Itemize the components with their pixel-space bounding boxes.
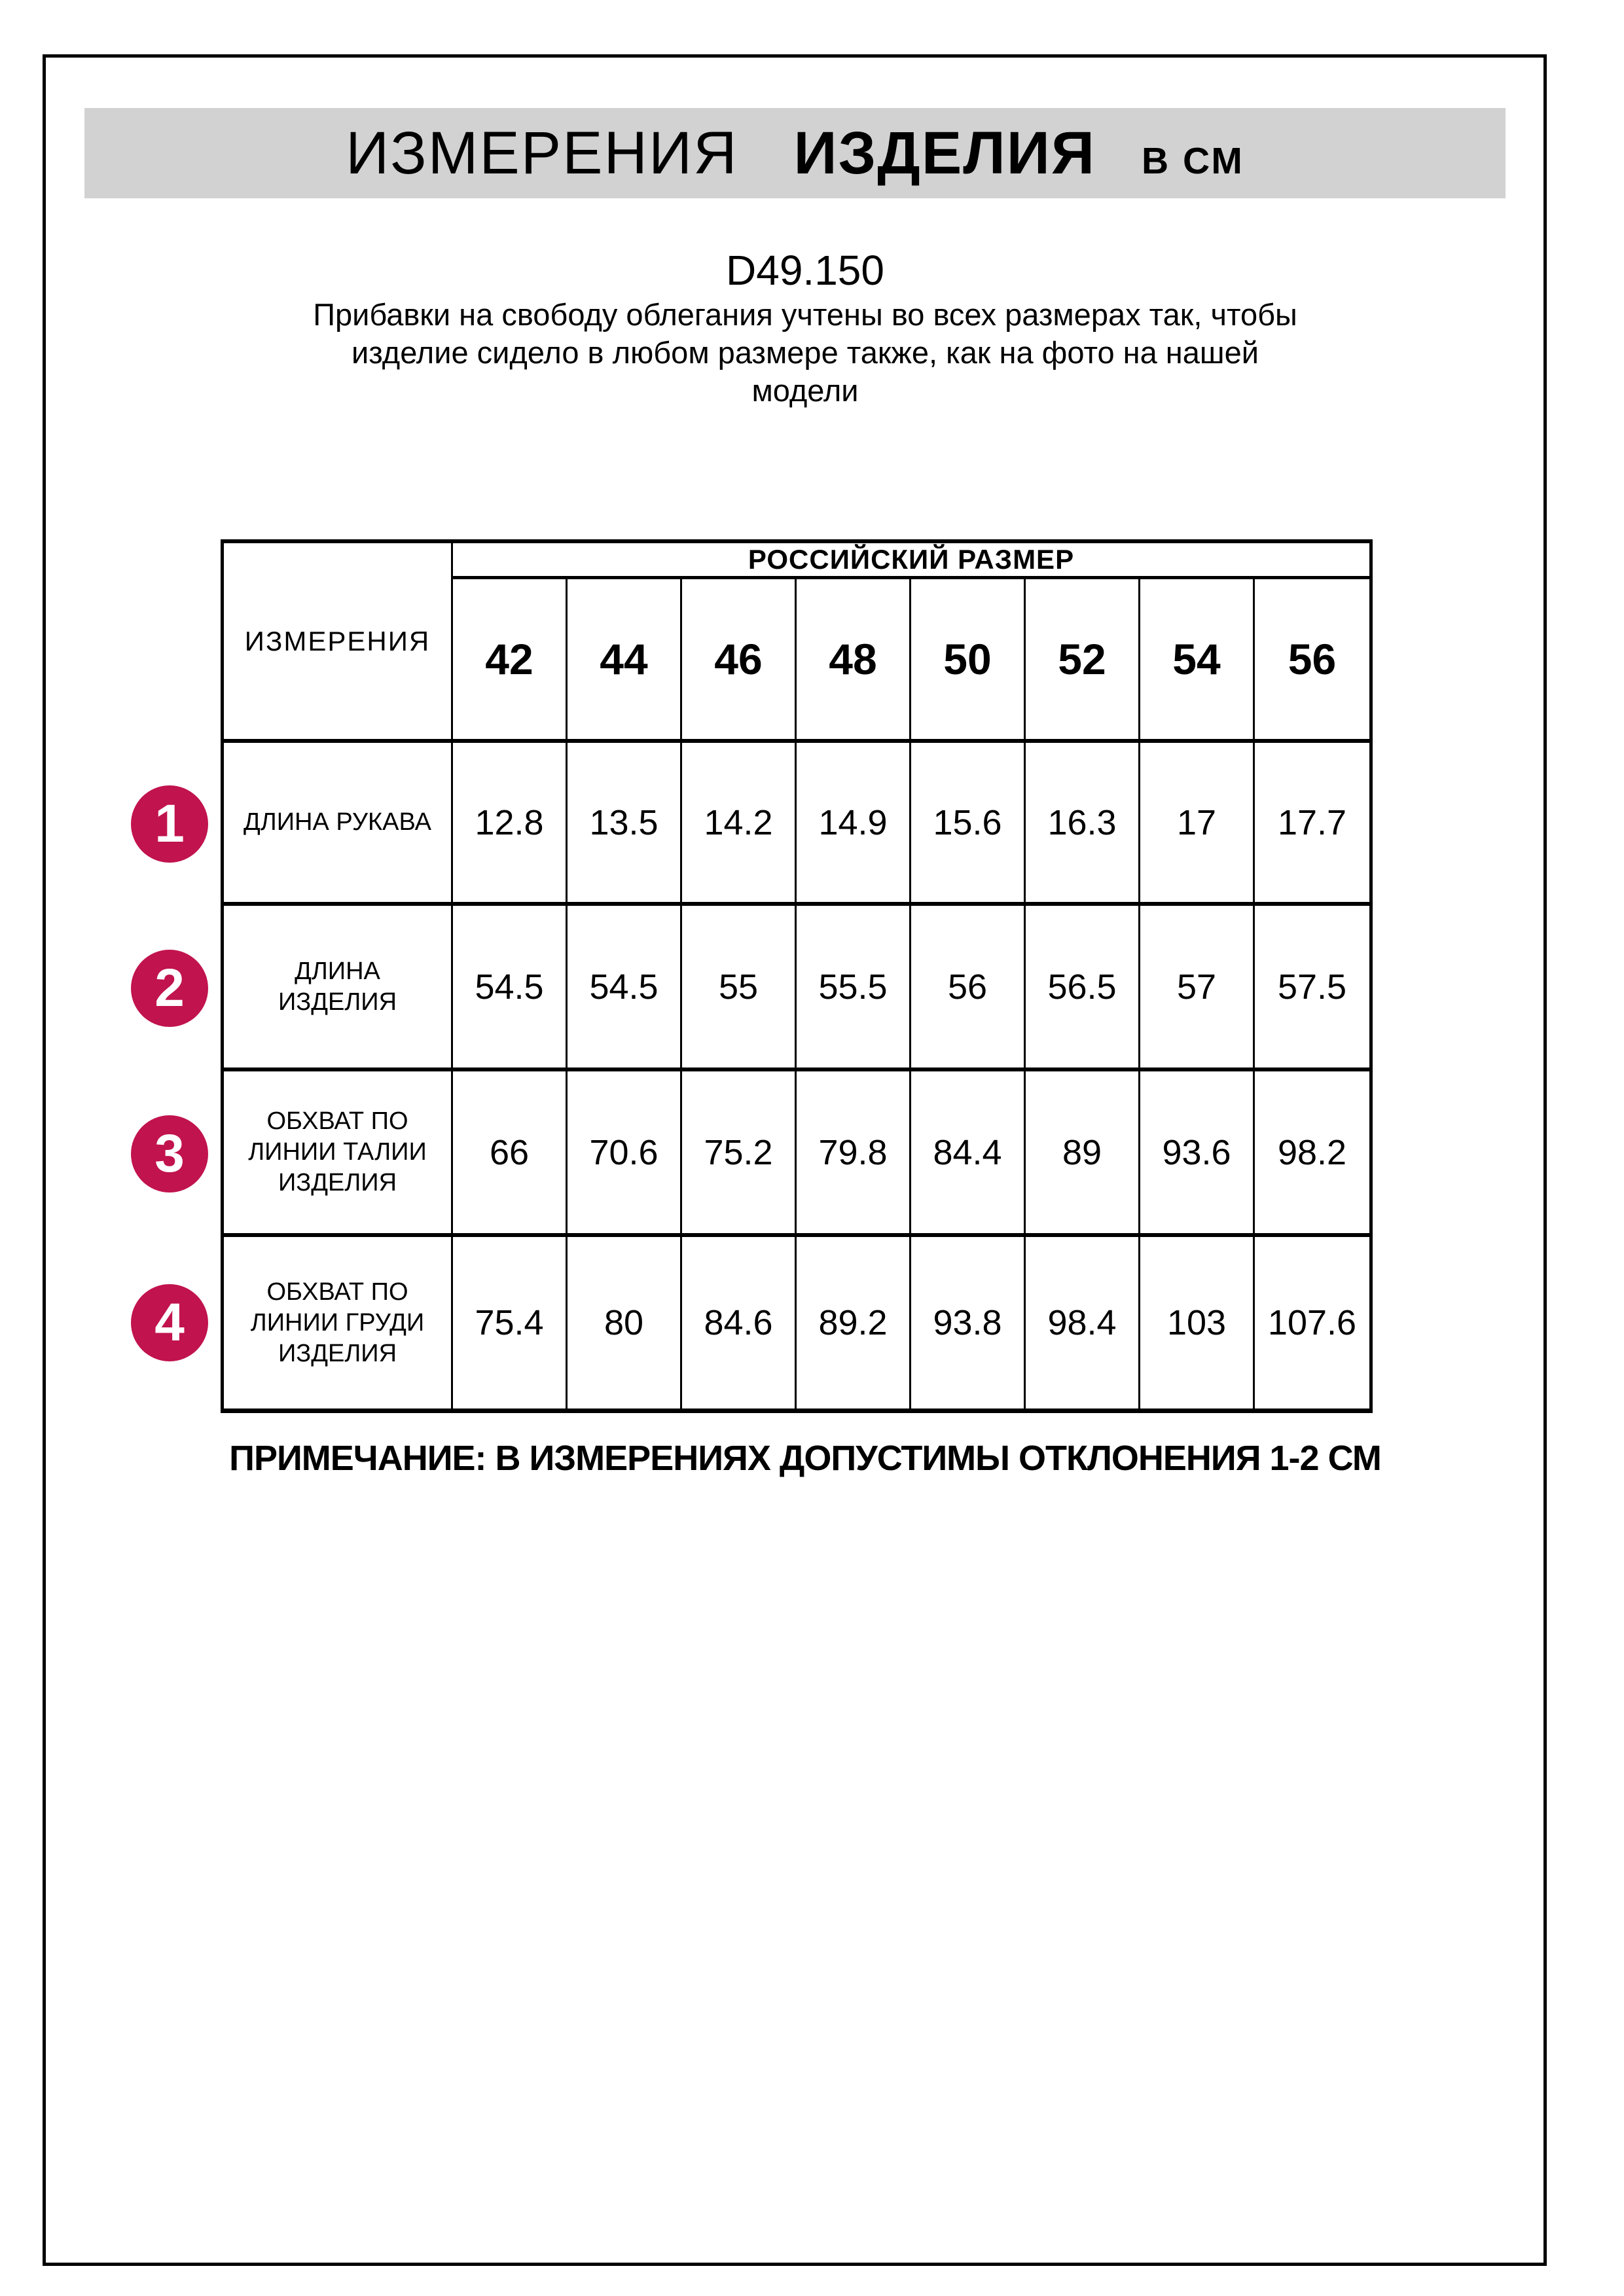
page-title-unit: В СМ — [1142, 140, 1244, 182]
value-cell: 54.5 — [568, 906, 682, 1071]
page-title: ИЗМЕРЕНИЯ — [346, 120, 738, 187]
size-header-cell: 44 — [568, 579, 682, 743]
model-code: D49.150 — [726, 247, 884, 294]
value-cell: 57.5 — [1255, 906, 1369, 1071]
fit-description-line: модели — [751, 373, 859, 408]
value-cell: 14.9 — [797, 743, 911, 906]
size-header-cell: 50 — [911, 579, 1026, 743]
value-cell: 80 — [568, 1237, 682, 1408]
value-cell: 15.6 — [911, 743, 1026, 906]
value-cell: 66 — [453, 1071, 568, 1237]
row-label-chest-girth: ОБХВАТ ПО ЛИНИИ ГРУДИ ИЗДЕЛИЯ — [224, 1237, 453, 1408]
value-cell: 55 — [682, 906, 797, 1071]
value-cell: 107.6 — [1267, 1303, 1357, 1342]
value-cell: 17.7 — [1255, 743, 1369, 906]
row-number-badge-2: 2 — [131, 950, 208, 1027]
value-cell: 17 — [1140, 743, 1255, 906]
value-cell: 57 — [1140, 906, 1255, 1071]
value-cell: 54.5 — [453, 906, 568, 1071]
size-header-cell: 54 — [1140, 579, 1255, 743]
size-header-cell: 46 — [682, 579, 797, 743]
measurements-table — [221, 539, 1373, 1413]
value-cell: 70.6 — [568, 1071, 682, 1237]
value-cell: 98.4 — [1026, 1237, 1140, 1408]
size-header-cell: 52 — [1026, 579, 1140, 743]
row-label-waist-girth: ОБХВАТ ПО ЛИНИИ ТАЛИИ ИЗДЕЛИЯ — [224, 1071, 453, 1237]
value-cell: 56.5 — [1026, 906, 1140, 1071]
value-cell: 16.3 — [1026, 743, 1140, 906]
row-label-sleeve-length: ДЛИНА РУКАВА — [224, 743, 453, 906]
size-group-header: РОССИЙСКИЙ РАЗМЕР — [453, 543, 1369, 579]
value-cell: 14.2 — [682, 743, 797, 906]
value-cell: 89 — [1026, 1071, 1140, 1237]
size-header-cell: 48 — [797, 579, 911, 743]
value-cell: 93.6 — [1140, 1071, 1255, 1237]
value-cell: 93.8 — [911, 1237, 1026, 1408]
page-title-bold: ИЗДЕЛИЯ — [793, 120, 1096, 187]
value-cell: 75.4 — [453, 1237, 568, 1408]
value-cell: 89.2 — [797, 1237, 911, 1408]
table-corner-header: ИЗМЕРЕНИЯ — [224, 543, 453, 743]
value-cell: 84.4 — [911, 1071, 1026, 1237]
fit-description-line: изделие сидело в любом размере также, как на фото на нашей — [352, 335, 1259, 370]
size-header-cell: 56 — [1255, 579, 1369, 743]
fit-description — [65, 296, 1545, 410]
row-number-badge-3: 3 — [131, 1115, 208, 1193]
tolerance-note: ПРИМЕЧАНИЕ: В ИЗМЕРЕНИЯХ ДОПУСТИМЫ ОТКЛОНЕНИЯ 1-2 СМ — [229, 1439, 1381, 1478]
value-cell: 12.8 — [453, 743, 568, 906]
value-cell: 13.5 — [568, 743, 682, 906]
value-cell: 103 — [1140, 1237, 1255, 1408]
value-cell: 55.5 — [797, 906, 911, 1071]
row-number-badge-4: 4 — [131, 1284, 208, 1361]
fit-description-line: Прибавки на свободу облегания учтены во всех размерах так, чтобы — [313, 297, 1297, 332]
row-number-badge-1: 1 — [131, 785, 208, 863]
value-cell: 75.2 — [682, 1071, 797, 1237]
title-band — [84, 108, 1506, 198]
row-label-garment-length: ДЛИНА ИЗДЕЛИЯ — [224, 906, 453, 1071]
size-header-cell: 42 — [453, 579, 568, 743]
value-cell: 79.8 — [797, 1071, 911, 1237]
value-cell: 84.6 — [682, 1237, 797, 1408]
value-cell: 98.2 — [1255, 1071, 1369, 1237]
value-cell: 56 — [911, 906, 1026, 1071]
